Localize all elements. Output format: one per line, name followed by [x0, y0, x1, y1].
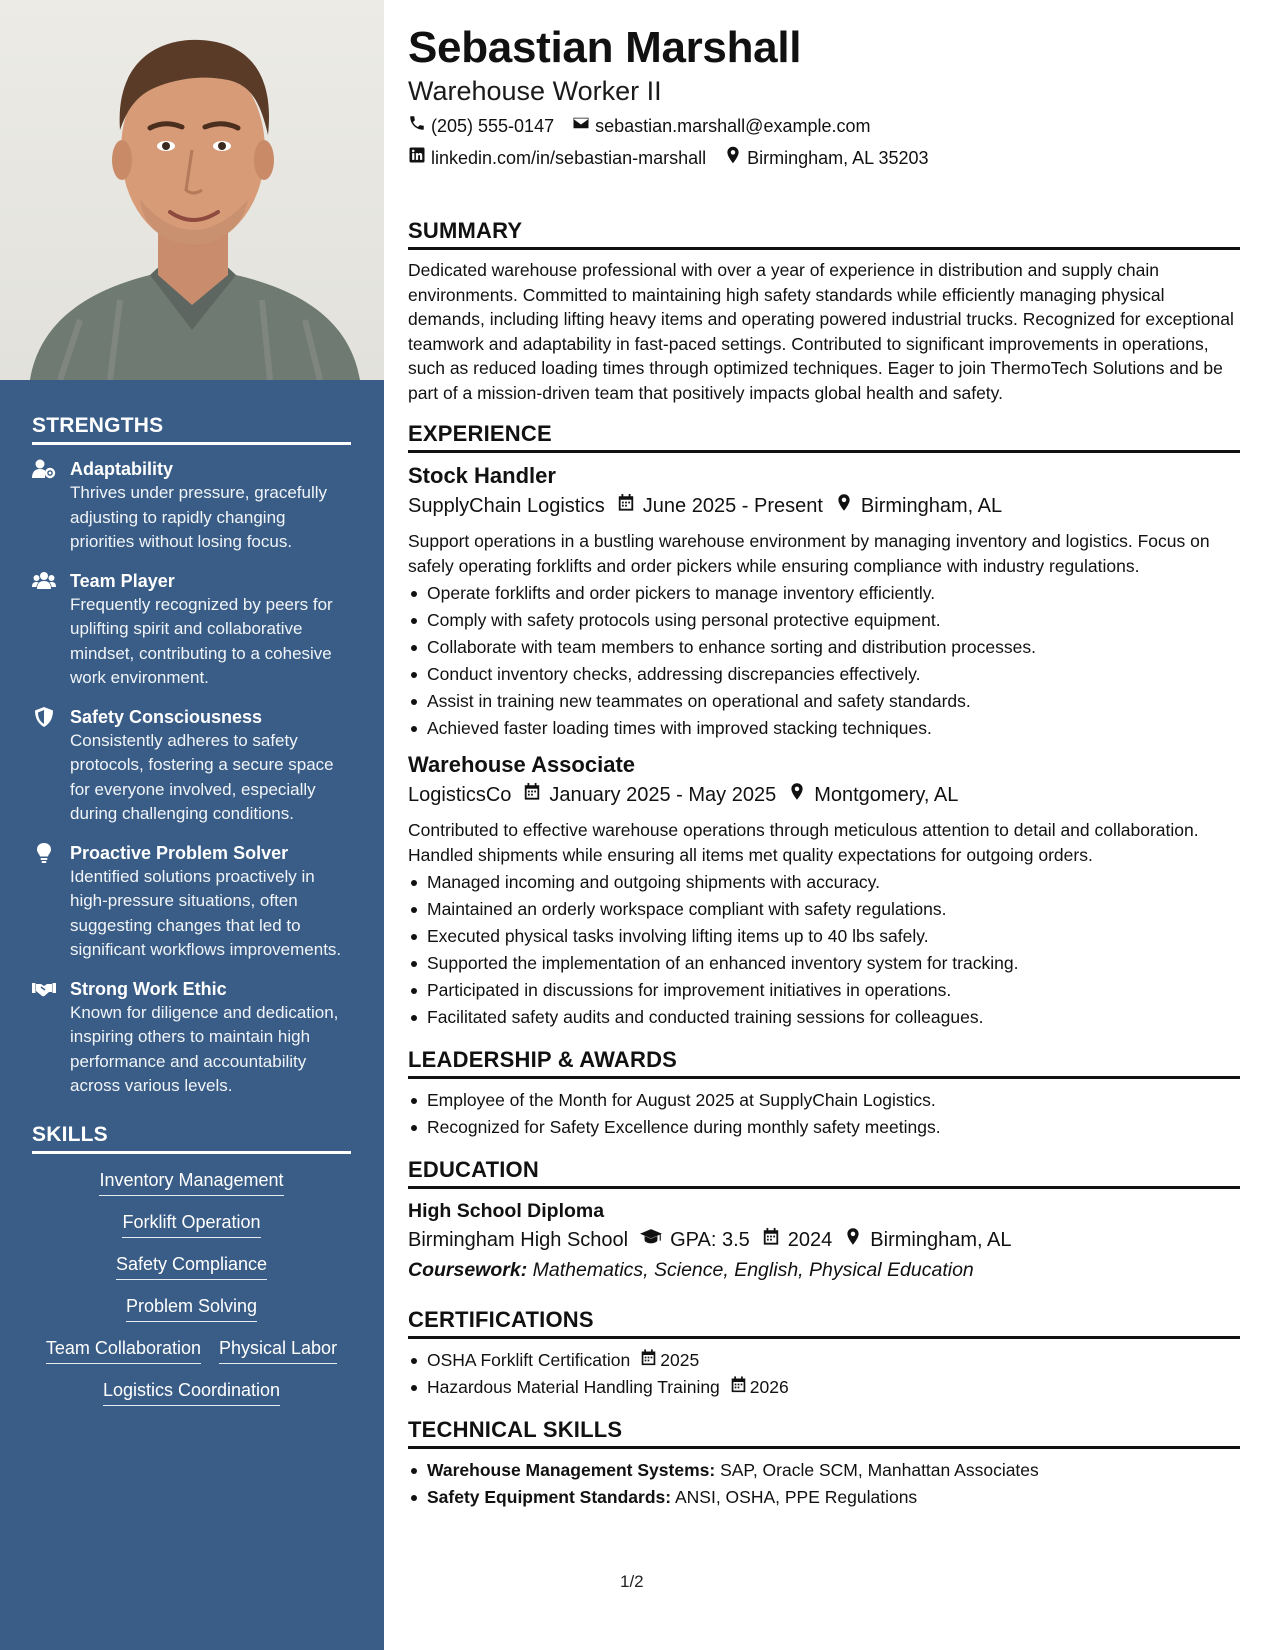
- job-bullets: [408, 869, 1240, 1031]
- skill-tag: Problem Solving: [126, 1294, 257, 1322]
- certifications-section: [408, 1307, 1240, 1401]
- location-pin-icon: [788, 780, 806, 810]
- skill-tag: Logistics Coordination: [103, 1378, 280, 1406]
- strength-item: [32, 457, 352, 555]
- page-number: 1/2: [620, 1572, 644, 1591]
- list-item: Recognized for Safety Excellence during monthly safety meetings.: [408, 1114, 1240, 1141]
- strength-desc: Identified solutions proactively in high-pressure situations, often suggesting changes that led to significant workflows improvements.: [70, 866, 342, 959]
- strength-item: [32, 569, 352, 691]
- school-name: Birmingham High School: [408, 1229, 629, 1251]
- email-icon: [572, 110, 590, 142]
- degree-title: High School Diploma: [408, 1200, 605, 1222]
- job-location: Birmingham, AL: [860, 495, 1003, 517]
- list-item: [408, 1374, 1240, 1401]
- list-item: Conduct inventory checks, addressing discrepancies effectively.: [408, 661, 1240, 688]
- strength-desc: Known for diligence and dedication, inspiring others to maintain high performance and accountability across various levels.: [70, 1002, 339, 1095]
- list-item: Maintained an orderly workspace compliant with safety regulations.: [408, 896, 1240, 923]
- coursework-list: Mathematics, Science, English, Physical Education: [532, 1259, 974, 1281]
- education-heading: EDUCATION: [408, 1157, 1240, 1189]
- main-content: [408, 0, 1240, 1511]
- list-item: Comply with safety protocols using personal protective equipment.: [408, 607, 1240, 634]
- job-entry: [408, 461, 1240, 742]
- list-item: Achieved faster loading times with improved stacking techniques.: [408, 715, 1240, 742]
- list-item: [408, 1484, 1240, 1511]
- tech-value: SAP, Oracle SCM, Manhattan Associates: [720, 1460, 1039, 1480]
- linkedin-link[interactable]: linkedin.com/in/sebastian-marshall: [431, 148, 707, 168]
- location-text: Birmingham, AL 35203: [747, 148, 929, 168]
- calendar-icon: [640, 1347, 657, 1374]
- technical-skills-heading: TECHNICAL SKILLS: [408, 1417, 1240, 1449]
- strength-item: [32, 705, 352, 827]
- candidate-name: Sebastian Marshall: [408, 23, 802, 72]
- list-item: Supported the implementation of an enhanced inventory system for tracking.: [408, 950, 1240, 977]
- linkedin-icon: [408, 142, 426, 174]
- tech-label: Warehouse Management Systems:: [427, 1460, 716, 1480]
- coursework: [408, 1255, 1240, 1285]
- sidebar: [0, 0, 384, 1650]
- cert-name: Hazardous Material Handling Training: [427, 1377, 720, 1397]
- job-description: Contributed to effective warehouse operations through meticulous attention to detail and collaboration. Handled shipments while ensuring all items met quality expectations for outgoing orders.: [408, 820, 1199, 865]
- list-item: [408, 1347, 1240, 1374]
- calendar-icon: [762, 1225, 780, 1255]
- contact-row: [408, 142, 1240, 174]
- job-location: Montgomery, AL: [814, 784, 959, 806]
- tech-value: ANSI, OSHA, PPE Regulations: [674, 1487, 918, 1507]
- skill-tag: Safety Compliance: [116, 1252, 267, 1280]
- strength-title: Team Player: [70, 570, 175, 591]
- list-item: Executed physical tasks involving lifting items up to 40 lbs safely.: [408, 923, 1240, 950]
- coursework-label: Coursework:: [408, 1259, 528, 1281]
- technical-skills-section: [408, 1417, 1240, 1511]
- job-dates: January 2025 - May 2025: [549, 784, 777, 806]
- education-meta: [408, 1225, 1240, 1255]
- handshake-icon: [32, 977, 70, 1099]
- strength-item: [32, 841, 352, 963]
- list-item: Participated in discussions for improvement initiatives in operations.: [408, 977, 1240, 1004]
- experience-heading: EXPERIENCE: [408, 421, 1240, 453]
- list-item: Collaborate with team members to enhance sorting and distribution processes.: [408, 634, 1240, 661]
- summary-text: Dedicated warehouse professional with over a year of experience in distribution and supply chain environments. Committed to maintaining high safety standards while efficiently managing physical demands, including lifting heavy items and operating powered industrial trucks. Recognized for exceptional teamwork and adaptability in fast-paced settings. Contributed to significant improvements in operations, such as reduced loading times through optimized techniques. Eager to join ThermoTech Solutions and be part of a mission-driven team that positively impacts global health and safety.: [408, 260, 1234, 403]
- list-item: Managed incoming and outgoing shipments with accuracy.: [408, 869, 1240, 896]
- users-icon: [32, 569, 70, 691]
- job-bullets: [408, 580, 1240, 742]
- location-pin-icon: [835, 491, 853, 521]
- strength-title: Safety Consciousness: [70, 706, 263, 727]
- email-link[interactable]: sebastian.marshall@example.com: [595, 116, 871, 136]
- skills-heading: SKILLS: [32, 1123, 351, 1154]
- graduation-cap-icon: [640, 1225, 662, 1255]
- job-entry: [408, 750, 1240, 1031]
- job-title: Warehouse Associate: [408, 752, 636, 777]
- tech-label: Safety Equipment Standards:: [427, 1487, 672, 1507]
- skill-tag: Forklift Operation: [122, 1210, 260, 1238]
- skill-tag: Team Collaboration: [46, 1336, 201, 1364]
- calendar-icon: [617, 491, 635, 521]
- summary-heading: SUMMARY: [408, 218, 1240, 250]
- strength-title: Proactive Problem Solver: [70, 842, 289, 863]
- strength-desc: Frequently recognized by peers for uplifting spirit and collaborative mindset, contributing to a cohesive work environment.: [70, 594, 333, 687]
- calendar-icon: [730, 1374, 747, 1401]
- cert-year: 2026: [749, 1377, 789, 1397]
- certifications-heading: CERTIFICATIONS: [408, 1307, 1240, 1339]
- school-location: Birmingham, AL: [870, 1229, 1012, 1251]
- list-item: Assist in training new teammates on operational and safety standards.: [408, 688, 1240, 715]
- calendar-icon: [523, 780, 541, 810]
- job-description: Support operations in a bustling warehouse environment by managing inventory and logistics. Focus on safely operating forklifts and order pickers while ensuring compliance with industry regulations.: [408, 531, 1210, 576]
- leadership-section: [408, 1047, 1240, 1141]
- list-item: Employee of the Month for August 2025 at SupplyChain Logistics.: [408, 1087, 1240, 1114]
- strengths-heading: STRENGTHS: [32, 414, 351, 445]
- cert-year: 2025: [660, 1350, 700, 1370]
- strength-title: Adaptability: [70, 459, 174, 479]
- strength-desc: Thrives under pressure, gracefully adjusting to rapidly changing priorities without losing focus.: [70, 483, 328, 551]
- job-meta: [408, 780, 1240, 810]
- experience-section: [408, 421, 1240, 1031]
- leadership-heading: LEADERSHIP & AWARDS: [408, 1047, 1240, 1079]
- list-item: Facilitated safety audits and conducted training sessions for colleagues.: [408, 1004, 1240, 1031]
- list-item: [408, 1457, 1240, 1484]
- location-pin-icon: [844, 1225, 862, 1255]
- strength-item: [32, 977, 352, 1099]
- job-role: Warehouse Worker II: [408, 76, 662, 106]
- contact-row: [408, 110, 1240, 142]
- phone-text: (205) 555-0147: [431, 116, 555, 136]
- education-section: [408, 1157, 1240, 1285]
- user-gear-icon: [32, 457, 70, 555]
- list-item: Operate forklifts and order pickers to manage inventory efficiently.: [408, 580, 1240, 607]
- phone-icon: [408, 110, 426, 142]
- skill-tag: Physical Labor: [219, 1336, 337, 1364]
- strength-title: Strong Work Ethic: [70, 978, 227, 999]
- company-name: SupplyChain Logistics: [408, 495, 605, 517]
- graduation-year: 2024: [787, 1229, 833, 1251]
- profile-photo: [0, 0, 384, 380]
- location-pin-icon: [724, 142, 742, 174]
- cert-name: OSHA Forklift Certification: [427, 1350, 631, 1370]
- gpa-text: GPA: 3.5: [670, 1229, 750, 1251]
- strength-desc: Consistently adheres to safety protocols, fostering a secure space for everyone involved, especially during challenging conditions.: [70, 730, 334, 823]
- job-title: Stock Handler: [408, 463, 556, 488]
- job-dates: June 2025 - Present: [642, 495, 823, 517]
- job-meta: [408, 491, 1240, 521]
- skill-tag: Inventory Management: [99, 1168, 283, 1196]
- company-name: LogisticsCo: [408, 784, 512, 806]
- shield-icon: [32, 705, 70, 827]
- lightbulb-icon: [32, 841, 70, 963]
